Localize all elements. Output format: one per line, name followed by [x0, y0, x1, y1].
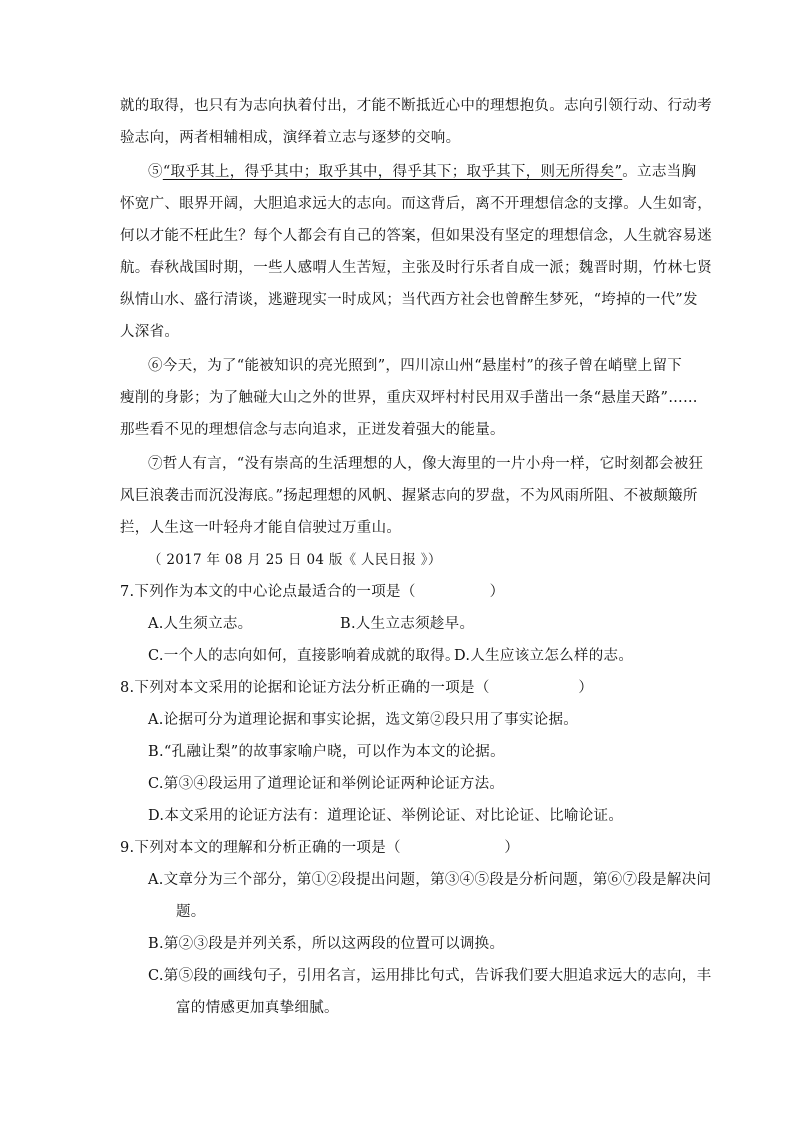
p5-line-5: 纵情山水、盛行清谈，逃避现实一时成风；当代西方社会也曾醉生梦死，“垮掉的一代”发	[120, 292, 698, 308]
q8-option-a: A.论据可分为道理论据和事实论据，选文第②段只用了事实论据。	[148, 712, 579, 728]
question-7-stem: 7.下列作为本文的中心论点最适合的一项是（ ）	[120, 584, 505, 600]
p5-underlined-quote: “取乎其上，得乎其中；取乎其中，得乎其下；取乎其下，则无所得矣”	[162, 164, 623, 180]
p6-line-2: 瘦削的身影；为了触碰大山之外的世界，重庆双坪村村民用双手凿出一条“悬崖天路”……	[120, 390, 698, 406]
source-citation: （ 2017 年 08 月 25 日 04 版《 人民日报 》）	[148, 552, 442, 568]
q8-option-b: B.“孔融让梨”的故事家喻户晓，可以作为本文的论据。	[148, 744, 505, 760]
q7-option-d: D.人生应该立怎么样的志。	[454, 648, 634, 664]
question-8-stem: 8.下列对本文采用的论据和论证方法分析正确的一项是（ ）	[120, 680, 594, 696]
p5-after-quote: 。立志当胸	[622, 164, 697, 180]
q9-option-c-line-2: 富的情感更加真挚细腻。	[176, 1000, 339, 1016]
q7-option-c: C.一个人的志向如何，直接影响着成就的取得。	[148, 648, 460, 664]
q9-option-c-line-1: C.第⑤段的画线句子，引用名言，运用排比句式，告诉我们要大胆追求远大的志向，丰	[148, 968, 712, 984]
p5-line-4: 航。春秋战国时期，一些人感喟人生苦短，主张及时行乐者自成一派；魏晋时期，竹林七贤	[120, 260, 712, 276]
q8-option-d: D.本文采用的论证方法有：道理论证、举例论证、对比论证、比喻论证。	[148, 808, 624, 824]
p5-line-2: 怀宽广、眼界开阔，大胆追求远大的志向。而这背后，离不开理想信念的支撑。人生如寄，	[120, 196, 712, 212]
p7-line-1: ⑦哲人有言，“没有崇高的生活理想的人，像大海里的一片小舟一样，它时刻都会被狂	[148, 456, 704, 472]
p7-line-2: 风巨浪袭击而沉没海底。”扬起理想的风帆、握紧志向的罗盘，不为风雨所阻、不被颠簸所	[120, 488, 698, 504]
p6-line-3: 那些看不见的理想信念与志向追求，正迸发着强大的能量。	[120, 422, 505, 438]
p4-line-2: 验志向，两者相辅相成，演绎着立志与逐梦的交响。	[120, 130, 461, 146]
q9-option-a-line-1: A.文章分为三个部分，第①②段提出问题，第③④⑤段是分析问题，第⑥⑦段是解决问	[148, 872, 712, 888]
question-9-stem: 9.下列对本文的理解和分析正确的一项是（ ）	[120, 840, 520, 856]
p4-line-1: 就的取得，也只有为志向执着付出，才能不断抵近心中的理想抱负。志向引领行动、行动考	[120, 98, 712, 114]
p5-line-3: 何以才能不枉此生？每个人都会有自己的答案，但如果没有坚定的理想信念，人生就容易迷	[120, 228, 712, 244]
p6-line-1: ⑥今天，为了“能被知识的亮光照到”，四川凉山州“悬崖村”的孩子曾在峭壁上留下	[148, 358, 683, 374]
p5-first-line	[148, 162, 696, 182]
p5-number: ⑤	[148, 164, 163, 180]
q7-option-a: A.人生须立志。	[148, 616, 253, 632]
p5-line-6: 人深省。	[120, 324, 180, 340]
q9-option-b: B.第②③段是并列关系，所以这两段的位置可以调换。	[148, 936, 505, 952]
q8-option-c: C.第③④段运用了道理论证和举例论证两种论证方法。	[148, 776, 505, 792]
p7-line-3: 拦，人生这一叶轻舟才能自信驶过万重山。	[120, 520, 402, 536]
q7-option-b: B.人生立志须趁早。	[340, 616, 475, 632]
q9-option-a-line-2: 题。	[176, 904, 206, 920]
